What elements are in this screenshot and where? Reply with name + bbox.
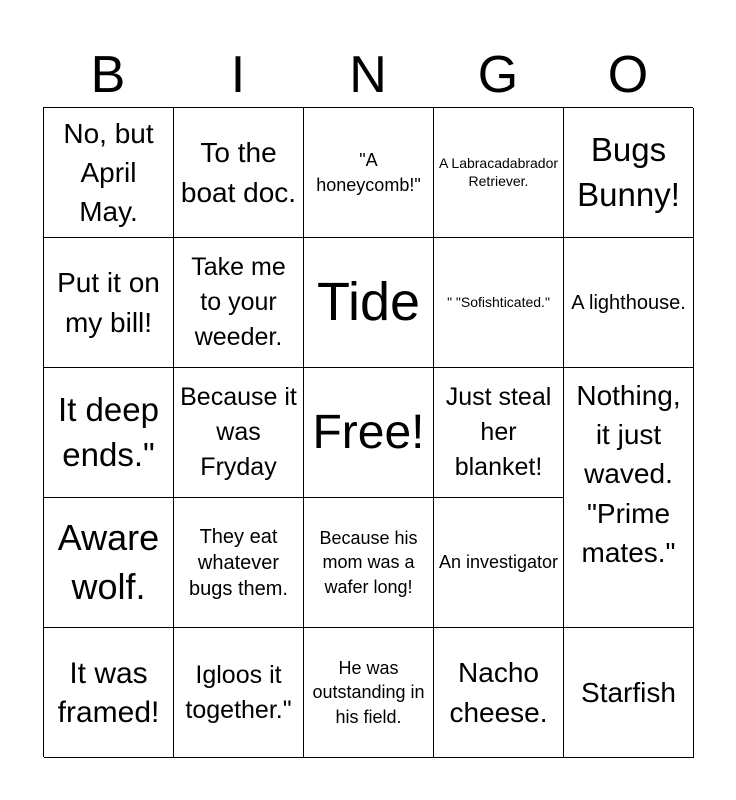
cell-text: Aware wolf. xyxy=(57,516,160,607)
header-letter-o: O xyxy=(607,46,649,104)
bingo-cell[interactable] xyxy=(304,238,434,368)
cell-text: Nothing, it just waved. "Prime mates." xyxy=(576,380,681,568)
bingo-header xyxy=(43,44,693,106)
bingo-cell[interactable] xyxy=(44,108,174,238)
cell-text: "A honeycomb!" xyxy=(316,150,421,195)
bingo-cell[interactable] xyxy=(564,108,694,238)
bingo-board xyxy=(43,107,693,757)
bingo-cell[interactable] xyxy=(304,628,434,758)
cell-text: A lighthouse. xyxy=(571,291,686,314)
cell-text: It deep ends." xyxy=(58,390,159,473)
bingo-cell[interactable] xyxy=(174,108,304,238)
cell-text: A Labracadabrador Retriever. xyxy=(438,155,559,189)
cell-text: No, but April May. xyxy=(63,117,154,228)
cell-text: Nacho cheese. xyxy=(449,657,548,728)
cell-text: He was outstanding in his field. xyxy=(312,658,425,727)
bingo-cell[interactable] xyxy=(304,498,434,628)
bingo-cell[interactable] xyxy=(434,498,564,628)
cell-text: Igloos it together." xyxy=(185,660,292,724)
cell-text: Free! xyxy=(312,405,425,459)
cell-text: Tide xyxy=(316,272,421,333)
bingo-cell[interactable] xyxy=(174,238,304,368)
bingo-cell[interactable] xyxy=(44,498,174,628)
bingo-cell[interactable] xyxy=(434,368,564,498)
bingo-cell[interactable] xyxy=(564,628,694,758)
cell-text: Starfish xyxy=(581,676,676,708)
cell-text: An investigator xyxy=(438,552,559,573)
bingo-cell[interactable] xyxy=(174,628,304,758)
cell-text: Because his mom was a wafer long! xyxy=(319,528,418,597)
cell-text: To the boat doc. xyxy=(180,137,297,208)
cell-text: Put it on my bill! xyxy=(57,267,160,338)
header-letter-g: G xyxy=(477,46,519,104)
bingo-cell[interactable] xyxy=(174,368,304,498)
bingo-cell[interactable] xyxy=(44,628,174,758)
cell-text: Bugs Bunny! xyxy=(577,130,680,213)
header-letter-b: B xyxy=(90,46,126,104)
free-space[interactable] xyxy=(304,368,434,498)
header-letter-n: N xyxy=(349,46,387,104)
bingo-cell[interactable] xyxy=(304,108,434,238)
bingo-cell[interactable] xyxy=(44,368,174,498)
bingo-cell[interactable] xyxy=(44,238,174,368)
cell-text: Just steal her blanket! xyxy=(445,383,552,481)
cell-text: " "Sofishticated." xyxy=(447,293,550,310)
cell-text: They eat whatever bugs them. xyxy=(189,525,288,600)
cell-text: Take me to your weeder. xyxy=(191,253,286,351)
bingo-cell[interactable] xyxy=(434,108,564,238)
header-letter-i: I xyxy=(230,46,246,104)
bingo-cell[interactable] xyxy=(564,238,694,368)
bingo-cell[interactable] xyxy=(174,498,304,628)
bingo-cell[interactable] xyxy=(434,238,564,368)
cell-text: It was framed! xyxy=(57,656,160,729)
bingo-cell[interactable] xyxy=(434,628,564,758)
bingo-cell[interactable] xyxy=(564,368,694,568)
cell-text: Because it was Fryday xyxy=(180,383,297,481)
